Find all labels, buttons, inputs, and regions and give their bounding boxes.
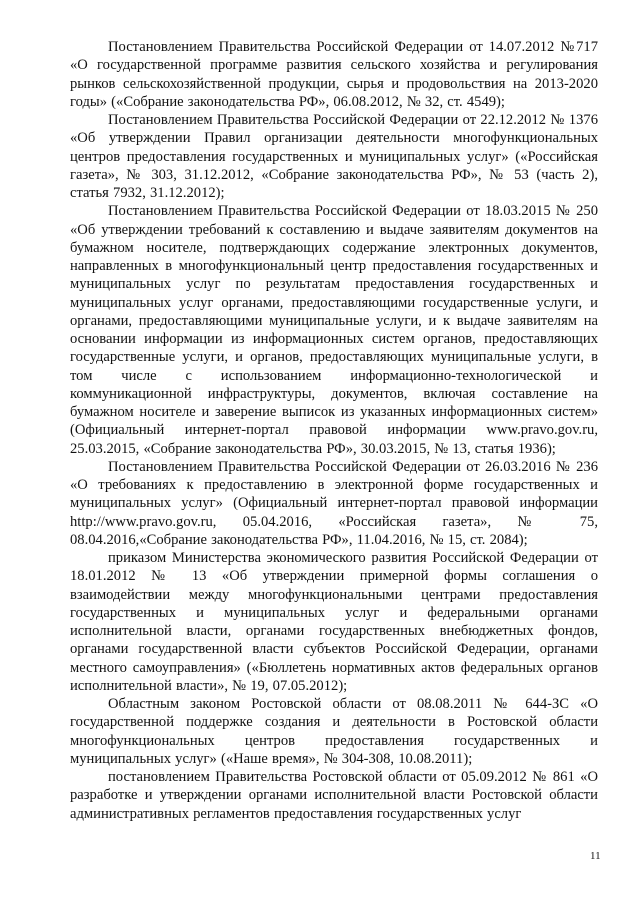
document-body: [70, 38, 598, 823]
paragraph-2: Постановлением Правительства Российской Федерации от 22.12.2012 № 1376 «Об утверждении Правил организации деятельности многофункциональных центров предоставления государственных и муниципальных услуг» («Российская газета», № 303, 31.12.2012, «Собрание законодательства РФ», № 53 (часть 2), статья 7932, 31.12.2012);: [70, 112, 598, 201]
paragraph-6: Областным законом Ростовской области от 08.08.2011 № 644-ЗС «О государственной поддержке создания и деятельности в Ростовской области многофункциональных центров предоставления государственных и муниципальных услуг» («Наше время», № 304-308, 10.08.2011);: [70, 696, 598, 767]
paragraph-3: Постановлением Правительства Российской Федерации от 18.03.2015 № 250 «Об утверждении требований к составлению и выдаче заявителям документов на бумажном носителе, подтверждающих содержание электронных документов, направленных в многофункциональный центр предоставления государственных и муниципальных услуг по результатам предоставления государственных и муниципальных услуг органами, предоставляющими государственные услуги, и органами, предоставляющими муниципальные услуги, и к выдаче заявителям на основании информации из информационных систем органов, предоставляющих государственные услуги, и органов, предоставляющих муниципальные услуги, в том числе с использованием информационно-технологической и коммуникационной инфраструктуры, документов, включая составление на бумажном носителе и заверение выписок из указанных информационных систем» (Официальный интернет-портал правовой информации www.pravo.gov.ru, 25.03.2015, «Собрание законодательства РФ», 30.03.2015, № 13, статья 1936);: [70, 203, 598, 457]
page-number: 11: [590, 850, 601, 862]
paragraph-5: приказом Министерства экономического развития Российской Федерации от 18.01.2012 № 13 «Об утверждении примерной формы соглашения о взаимодействии между многофункциональными центрами предоставления государственных и муниципальных услуг и федеральными органами исполнительной власти, органами государственных внебюджетных фондов, органами государственной власти субъектов Российской Федерации, органами местного самоуправления» («Бюллетень нормативных актов федеральных органов исполнительной власти», № 19, 07.05.2012);: [70, 550, 598, 694]
paragraph-1: Постановлением Правительства Российской Федерации от 14.07.2012 №717 «О государственной программе развития сельского хозяйства и регулирования рынков сельскохозяйственной продукции, сырья и продовольствия на 2013-2020 годы» («Собрание законодательства РФ», 06.08.2012, № 32, ст. 4549);: [70, 39, 598, 110]
paragraph-4: Постановлением Правительства Российской Федерации от 26.03.2016 № 236 «О требованиях к предоставлению в электронной форме государственных и муниципальных услуг» (Официальный интернет-портал правовой информации http://www.pravo.gov.ru, 05.04.2016, «Российская газета», № 75, 08.04.2016,«Собрание законодательства РФ», 11.04.2016, № 15, ст. 2084);: [70, 458, 598, 548]
paragraph-7: постановлением Правительства Ростовской области от 05.09.2012 № 861 «О разработке и утверждении органами исполнительной власти Ростовской области административных регламентов предоставления государственных услуг: [70, 769, 598, 822]
